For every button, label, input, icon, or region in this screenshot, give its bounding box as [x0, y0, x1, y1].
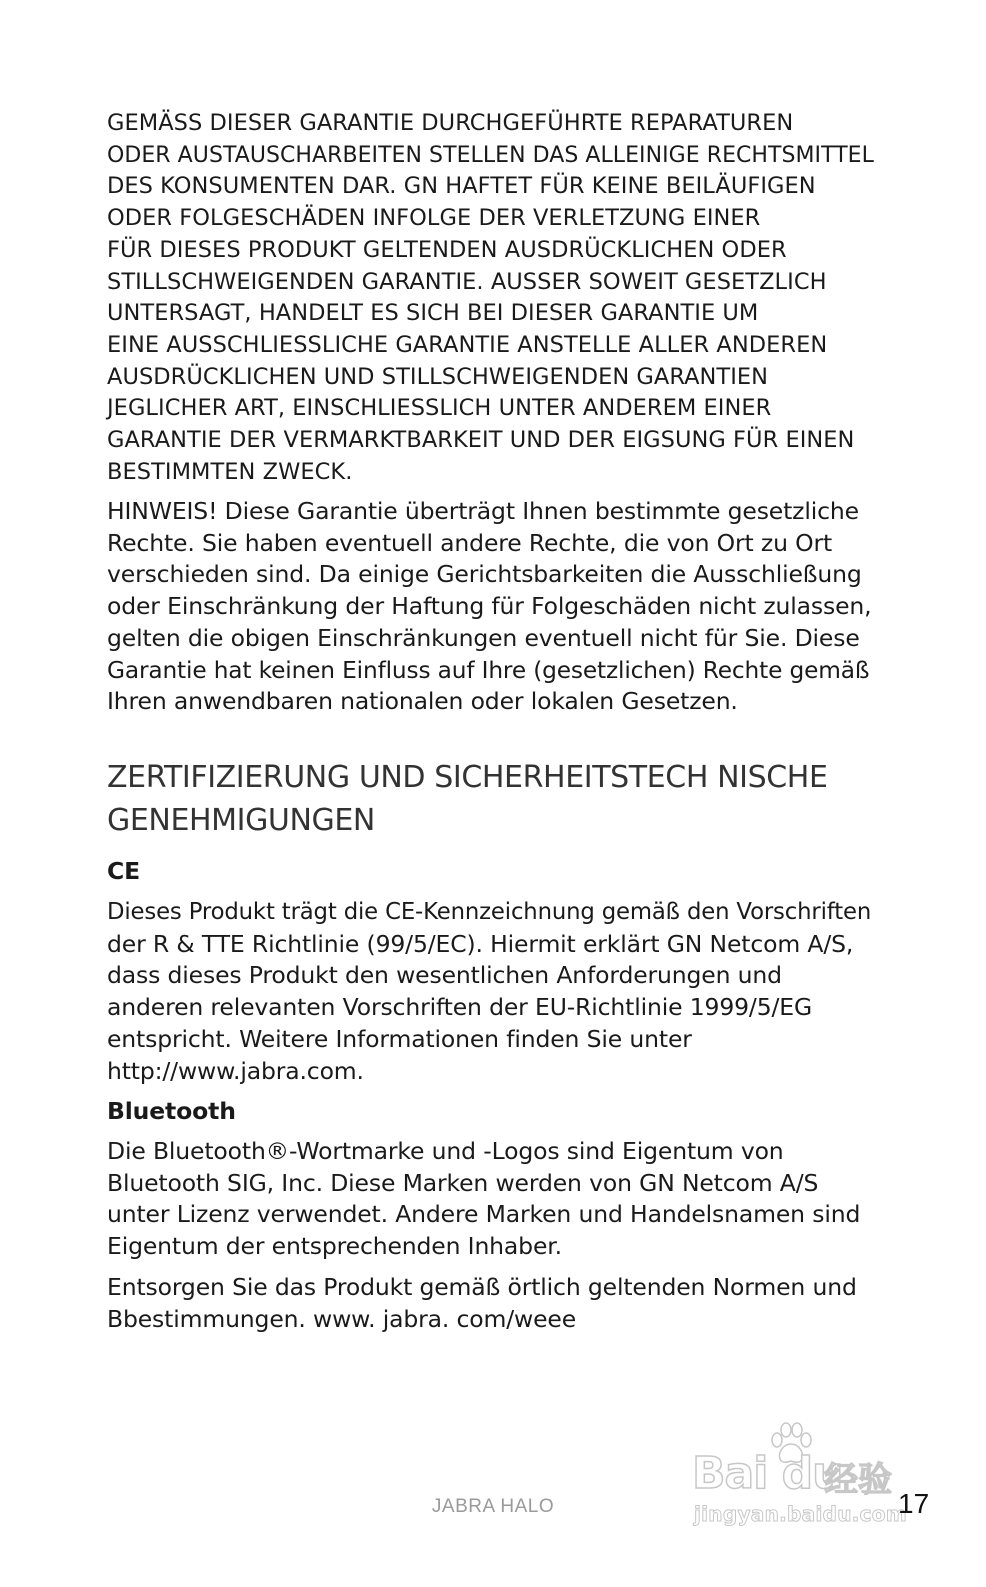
- text-line: oder Einschränkung der Haftung für Folgeschäden nicht zulassen,: [107, 592, 872, 621]
- text-line: ODER AUSTAUSCHARBEITEN STELLEN DAS ALLEINIGE RECHTSMITTEL: [107, 142, 874, 168]
- notice-paragraph: [107, 496, 877, 718]
- text-line: AUSDRÜCKLICHEN UND STILLSCHWEIGENDEN GARANTIEN: [107, 363, 769, 390]
- bluetooth-paragraph: [107, 1136, 877, 1263]
- text-line: anderen relevanten Vorschriften der EU-Richtlinie 1999/5/EG: [107, 993, 813, 1022]
- heading-line: GENEHMIGUNGEN: [107, 803, 375, 838]
- text-line: http://www.jabra.com.: [107, 1056, 364, 1085]
- text-line: dass dieses Produkt den wesentlichen Anforderungen und: [107, 961, 782, 990]
- ce-paragraph: [107, 897, 877, 1087]
- page-number: 17: [898, 1488, 930, 1519]
- text-line: FÜR DIESES PRODUKT GELTENDEN AUSDRÜCKLICHEN ODER: [107, 236, 787, 263]
- text-line: Dieses Produkt trägt die CE-Kennzeichnung gemäß den Vorschriften: [107, 899, 872, 925]
- text-line: entspricht. Weitere Informationen finden Sie unter: [107, 1024, 692, 1053]
- text-line: unter Lizenz verwendet. Andere Marken und Handelsnamen sind: [107, 1200, 861, 1229]
- text-line: STILLSCHWEIGENDEN GARANTIE. AUSSER SOWEIT GESETZLICH: [107, 268, 827, 295]
- text-line: Die Bluetooth®-Wortmarke und -Logos sind Eigentum von: [107, 1137, 784, 1165]
- text-line: DES KONSUMENTEN DAR. GN HAFTET FÜR KEINE BEILÄUFIGEN: [107, 173, 816, 200]
- text-line: Bbestimmungen. www. jabra. com/weee: [107, 1304, 577, 1333]
- subheading-text: Bluetooth: [107, 1097, 236, 1125]
- text-line: UNTERSAGT, HANDELT ES SICH BEI DIESER GARANTIE UM: [107, 300, 759, 327]
- text-line: HINWEIS! Diese Garantie überträgt Ihnen bestimmte gesetzliche: [107, 497, 859, 525]
- watermark-brand: Bai du: [692, 1448, 843, 1499]
- text-line: BESTIMMTEN ZWECK.: [107, 458, 353, 485]
- text-line: JEGLICHER ART, EINSCHLIESSLICH UNTER ANDEREM EINER: [107, 395, 772, 422]
- text-line: GEMÄSS DIESER GARANTIE DURCHGEFÜHRTE REPARATUREN: [107, 110, 794, 136]
- text-line: Bluetooth SIG, Inc. Diese Marken werden von GN Netcom A/S: [107, 1168, 819, 1197]
- heading-line: ZERTIFIZIERUNG UND SICHERHEITSTECH NISCHE: [107, 760, 828, 795]
- footer-product-title: JABRA HALO: [431, 1496, 555, 1517]
- subheading-text: CE: [107, 857, 140, 885]
- ce-subheading: [107, 856, 877, 888]
- text-line: der R & TTE Richtlinie (99/5/EC). Hiermit erklärt GN Netcom A/S,: [107, 929, 854, 958]
- watermark-chinese-text: 经验: [824, 1460, 892, 1500]
- text-line: Entsorgen Sie das Produkt gemäß örtlich geltenden Normen und: [107, 1273, 857, 1301]
- text-line: verschieden sind. Da einige Gerichtsbarkeiten die Ausschließung: [107, 560, 862, 589]
- text-line: ODER FOLGESCHÄDEN INFOLGE DER VERLETZUNG EINER: [107, 205, 761, 232]
- bluetooth-subheading: [107, 1096, 877, 1128]
- text-line: Ihren anwendbaren nationalen oder lokalen Gesetzen.: [107, 687, 738, 716]
- text-line: GARANTIE DER VERMARKTBARKEIT UND DER EIGSUNG FÜR EINEN: [107, 427, 855, 454]
- text-line: Rechte. Sie haben eventuell andere Rechte, die von Ort zu Ort: [107, 528, 833, 557]
- watermark-url: jingyan.baidu.com: [694, 1502, 907, 1526]
- text-line: Garantie hat keinen Einfluss auf Ihre (gesetzlichen) Rechte gemäß: [107, 656, 870, 684]
- text-line: gelten die obigen Einschränkungen eventuell nicht für Sie. Diese: [107, 623, 860, 652]
- certification-section-heading: [107, 756, 877, 842]
- weee-disposal-paragraph: [107, 1272, 877, 1335]
- text-line: EINE AUSSCHLIESSLICHE GARANTIE ANSTELLE ALLER ANDEREN: [107, 331, 828, 358]
- warranty-disclaimer-paragraph: [107, 108, 877, 488]
- text-line: Eigentum der entsprechenden Inhaber.: [107, 1232, 562, 1261]
